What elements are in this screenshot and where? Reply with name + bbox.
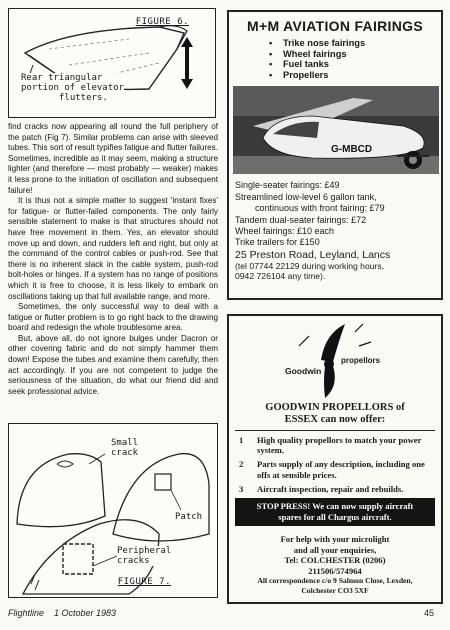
paragraph-4: But, above all, do not ignore bulges under Dacron or other covering fabric and do not simply hammer them down! Expose the tubes and examine them carefully, then act accordingly. If you are not competent to judge the seriousness of the situation, do what our friend did and seek professional advice. <box>8 333 218 396</box>
goodwin-logo <box>229 316 441 400</box>
list-item: 1 High quality propellors to match your power system. <box>239 435 422 456</box>
list-item: 2 Parts supply of any description, including one offs at sensible prices. <box>239 459 425 480</box>
mm-tel-line1: (tel 07744 22129 during working hours, <box>235 260 385 271</box>
article-body <box>8 122 218 397</box>
paragraph-1: find cracks now appearing all round the full periphery of the patch (Fig 7). Similar problems can arise with sleeved tubes. This sort of result typifies fatigue and flutter failures. Sometimes, incredible as it may seem, making a structure lighter (and therefore — most probably — weaker) makes it less prone to the initiation of oscillation and subsequent failure! <box>8 122 218 195</box>
price-tandem: Tandem dual-seater fairings: £72 <box>235 214 367 225</box>
mm-address: 25 Preston Road, Leyland, Lancs <box>235 248 391 261</box>
price-wheel: Wheel fairings: £10 each <box>235 226 335 236</box>
price-tank-line2: continuous with front fairing: £79 <box>255 203 385 214</box>
mm-product-list <box>269 38 441 80</box>
list-item: • Trike nose fairings <box>269 38 441 49</box>
paragraph-2: It is thus not a simple matter to suggest 'instant fixes' for fatigue- or flutter-failed components. The only fairly sensible statement to make is that structures should not have free movement in them. Yes, an elevator should move up and down, and rudders left and right, but only at the command of the control cables or push-rod. See that there is no inherent slack in the cable system, push-rod bolt-holes or hinges. If a system has no range of positions which it is free to choose, it is less likely to embark on oscillations taking up that full available range, and more. <box>8 196 218 301</box>
mm-price-list <box>235 180 441 281</box>
propeller-logo-icon <box>229 316 445 400</box>
small-crack-label: Small crack <box>111 438 139 458</box>
mm-tel-line2: 0942 726104 any time). <box>235 271 326 282</box>
peripheral-cracks-label: Peripheral cracks <box>117 546 172 566</box>
logo-goodwin-text: Goodwin <box>285 366 322 376</box>
goodwin-title: GOODWIN PROPELLORS of ESSEX can now offer: <box>265 402 405 425</box>
patch-label: Patch <box>175 512 203 522</box>
paragraph-3: Sometimes, the only successful way to deal with a fatigue or flutter problem is to go right back to the drawing board and redesign the whole troublesome area. <box>8 302 218 333</box>
figure-7-illustration <box>8 423 218 598</box>
figure-6-caption: Rear triangular portion of elevator flutters. <box>21 73 124 103</box>
list-item: • Wheel fairings <box>269 49 441 60</box>
logo-propellors-text: propellors <box>341 356 381 365</box>
goodwin-offer-list <box>239 435 433 494</box>
figure-6-illustration <box>8 8 216 118</box>
page-number: 45 <box>424 608 435 618</box>
goodwin-propellors-advert <box>227 314 443 604</box>
list-item: • Propellers <box>269 70 441 81</box>
trike-photo-image <box>233 86 439 174</box>
trike-photo <box>233 86 439 174</box>
list-item: 3 Aircraft inspection, repair and rebuilds. <box>239 483 404 494</box>
figure-7-label: FIGURE 7. <box>117 577 171 587</box>
divider <box>235 430 435 431</box>
mm-title: M+M AVIATION FAIRINGS <box>247 18 423 34</box>
figure-6-label: FIGURE 6. <box>135 17 189 27</box>
list-item: • Fuel tanks <box>269 59 441 70</box>
mm-aviation-advert <box>227 10 443 300</box>
publication-footer: Flightline 1 October 1983 <box>8 608 117 618</box>
aircraft-registration: G-MBCD <box>331 144 373 156</box>
price-tank-line1: Streamlined low-level 6 gallon tank, <box>235 191 377 202</box>
stop-press-banner: STOP PRESS! We can now supply aircraft spares for all Chargus aircraft. <box>235 498 435 526</box>
price-trailers: Trike trailers for £150 <box>235 237 320 248</box>
goodwin-contact: For help with your microlight and all your enquiries, Tel: COLCHESTER (0206) 211506/574964 All correspondence c/o 9 Salmon Close, Lexden, Colchester CO3 5XF <box>257 534 413 595</box>
price-single-seater: Single-seater fairings: £49 <box>235 180 340 191</box>
